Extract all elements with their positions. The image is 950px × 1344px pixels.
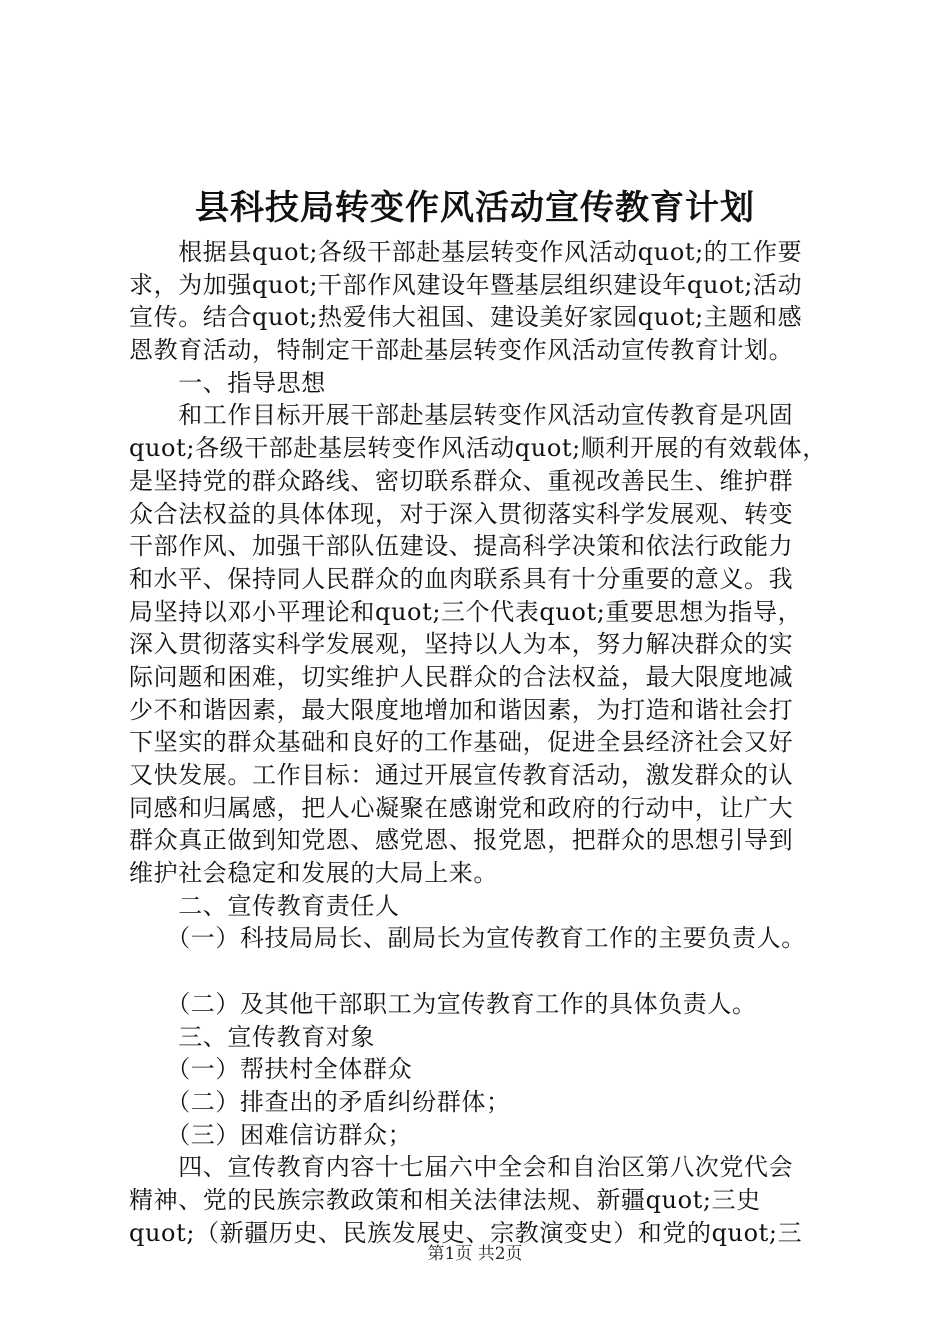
text-line: 维护社会稳定和发展的大局上来。 bbox=[129, 859, 498, 888]
text-line: 根据县quot;各级干部赴基层转变作风活动quot;的工作要 bbox=[129, 238, 803, 266]
text-line: 和水平、保持同人民群众的血肉联系具有十分重要的意义。我 bbox=[129, 564, 794, 593]
document-title: 县科技局转变作风活动宣传教育计划 bbox=[195, 188, 755, 228]
blank-line bbox=[129, 955, 849, 988]
document-body bbox=[129, 236, 849, 1249]
text-line: 际问题和困难，切实维护人民群众的合法权益，最大限度地减 bbox=[129, 662, 794, 691]
text-line: （一）帮扶村全体群众 bbox=[129, 1055, 413, 1084]
text-line: 精神、党的民族宗教政策和相关法律法规、新疆quot;三史 bbox=[129, 1185, 761, 1214]
text-line: （二）排查出的矛盾纠纷群体； bbox=[129, 1087, 511, 1116]
text-line: 宣传。结合quot;热爱伟大祖国、建设美好家园quot;主题和感 bbox=[129, 303, 803, 332]
text-line: 干部作风、加强干部队伍建设、提高科学决策和依法行政能力 bbox=[129, 532, 794, 561]
text-line: 同感和归属感，把人心凝聚在感谢党和政府的行动中，让广大 bbox=[129, 793, 794, 822]
text-line: 恩教育活动，特制定干部赴基层转变作风活动宣传教育计划。 bbox=[129, 336, 794, 365]
text-line: 和工作目标开展干部赴基层转变作风活动宣传教育是巩固 bbox=[129, 401, 794, 430]
text-line: 众合法权益的具体体现，对于深入贯彻落实科学发展观、转变 bbox=[129, 499, 794, 528]
text-line: 深入贯彻落实科学发展观，坚持以人为本，努力解决群众的实 bbox=[129, 630, 794, 659]
page-footer: 第1页 共2页 bbox=[427, 1244, 523, 1264]
text-line: 群众真正做到知党恩、感党恩、报党恩，把群众的思想引导到 bbox=[129, 826, 794, 855]
text-line: 一、指导思想 bbox=[129, 368, 326, 397]
text-line: （一）科技局局长、副局长为宣传教育工作的主要负责人。 bbox=[129, 924, 806, 953]
text-line: （二）及其他干部职工为宣传教育工作的具体负责人。 bbox=[129, 989, 757, 1018]
text-line: 是坚持党的群众路线、密切联系群众、重视改善民生、维护群 bbox=[129, 466, 794, 495]
text-line: 又快发展。工作目标：通过开展宣传教育活动，激发群众的认 bbox=[129, 761, 794, 789]
text-line: 下坚实的群众基础和良好的工作基础，促进全县经济社会又好 bbox=[129, 728, 794, 757]
text-line: 四、宣传教育内容十七届六中全会和自治区第八次党代会 bbox=[129, 1153, 794, 1182]
text-line: 二、宣传教育责任人 bbox=[129, 891, 400, 920]
text-line: 局坚持以邓小平理论和quot;三个代表quot;重要思想为指导， bbox=[129, 597, 803, 626]
text-line: 三、宣传教育对象 bbox=[129, 1022, 375, 1051]
text-line: （三）困难信访群众； bbox=[129, 1120, 413, 1149]
text-line: quot;（新疆历史、民族发展史、宗教演变史）和党的quot;三 bbox=[129, 1218, 803, 1247]
text-line: quot;各级干部赴基层转变作风活动quot;顺利开展的有效载体， bbox=[129, 434, 827, 463]
text-line: 少不和谐因素，最大限度地增加和谐因素，为打造和谐社会打 bbox=[129, 695, 794, 724]
text-line: 求，为加强quot;干部作风建设年暨基层组织建设年quot;活动 bbox=[129, 270, 803, 299]
